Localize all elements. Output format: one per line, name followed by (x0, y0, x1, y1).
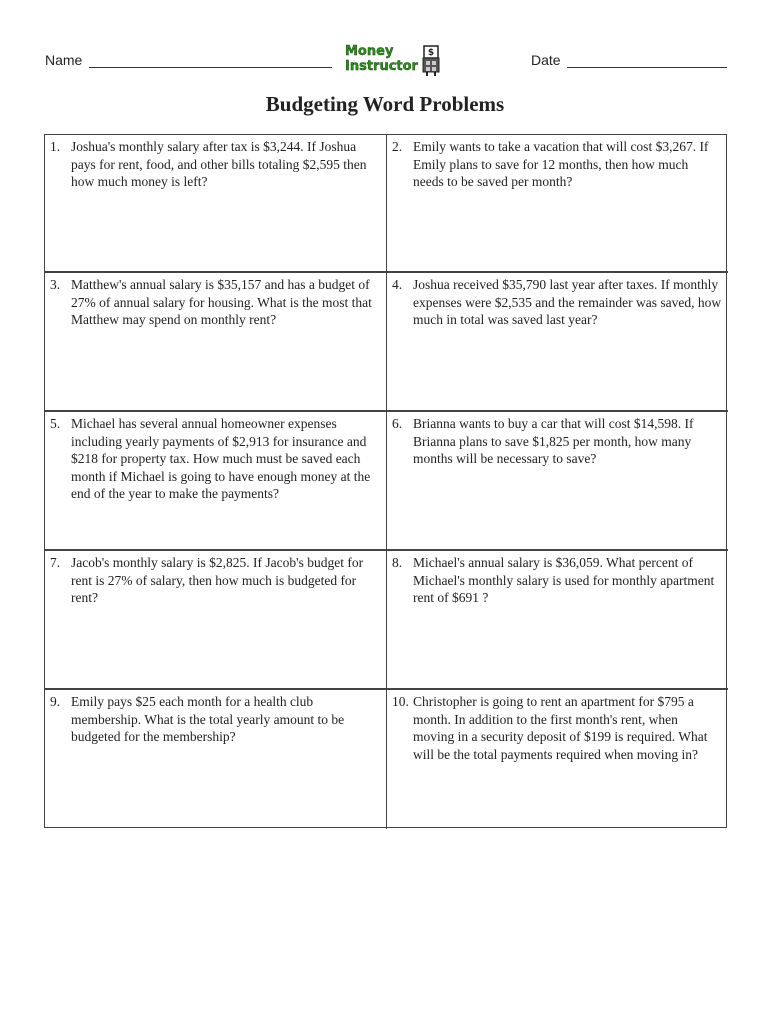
name-field-line[interactable] (89, 67, 332, 68)
money-instructor-logo (345, 44, 445, 80)
problem-cell[interactable] (45, 551, 387, 690)
problem-number: 4. (392, 277, 403, 292)
date-label: Date (531, 52, 561, 68)
svg-text:$: $ (427, 48, 435, 58)
problem (50, 554, 380, 607)
problem-text: Jacob's monthly salary is $2,825. If Jacob's budget for rent is 27% of salary, then how much is budgeted for rent? (71, 555, 364, 606)
problem-number: 5. (50, 416, 61, 431)
problem-number: 2. (392, 139, 403, 154)
problem (50, 693, 380, 746)
problem (50, 138, 380, 191)
problem-number: 7. (50, 555, 61, 570)
logo-line-1: Money (345, 44, 394, 59)
problem-cell[interactable] (45, 412, 387, 551)
problem-number: 6. (392, 416, 403, 431)
problem (392, 138, 722, 191)
logo-text (345, 44, 418, 74)
problem-text: Brianna wants to buy a car that will cost $14,598. If Brianna plans to save $1,825 per month, how many months will be necessary to save? (413, 416, 694, 467)
money-mascot-icon (420, 44, 442, 76)
problem (50, 415, 380, 503)
problem-text: Michael's annual salary is $36,059. What percent of Michael's monthly salary is used for monthly apartment rent of $691 ? (413, 555, 715, 606)
logo-line-2: Instructor (345, 59, 418, 74)
problem-text: Joshua's monthly salary after tax is $3,244. If Joshua pays for rent, food, and other bills totaling $2,595 then how much money is left? (71, 139, 367, 190)
page-title: Budgeting Word Problems (265, 92, 505, 116)
problem-text: Christopher is going to rent an apartment for $795 a month. In addition to the first month's rent, when moving in a security deposit of $199 is required. What will be the total payments required when moving in? (413, 694, 708, 762)
problem-cell[interactable] (387, 135, 728, 273)
problem (392, 693, 722, 763)
problem-cell[interactable] (387, 690, 728, 829)
name-label: Name (45, 52, 83, 68)
problem-text: Joshua received $35,790 last year after taxes. If monthly expenses were $2,535 and the remainder was saved, how much in total was saved last year? (413, 277, 722, 328)
problem-cell[interactable] (45, 273, 387, 412)
problem-number: 10. (392, 694, 409, 709)
problem-text: Matthew's annual salary is $35,157 and has a budget of 27% of annual salary for housing. What is the most that Matthew may spend on monthly rent? (71, 277, 372, 328)
problem-cell[interactable] (45, 135, 387, 273)
problem-text: Emily wants to take a vacation that will cost $3,267. If Emily plans to save for 12 months, then how much needs to be saved per month? (413, 139, 709, 190)
problem (392, 415, 722, 468)
problem-cell[interactable] (387, 412, 728, 551)
problem (50, 276, 380, 329)
worksheet-header (0, 0, 770, 90)
problem-number: 8. (392, 555, 403, 570)
problem-number: 3. (50, 277, 61, 292)
problem-cell[interactable] (45, 690, 387, 829)
problems-grid (44, 134, 727, 828)
problem (392, 554, 722, 607)
problem (392, 276, 722, 329)
problem-text: Michael has several annual homeowner expenses including yearly payments of $2,913 for insurance and $218 for property tax. How much must be saved each month if Michael is going to have enough money at the end of the year to make the payments? (71, 416, 371, 502)
problem-cell[interactable] (387, 551, 728, 690)
date-field-line[interactable] (567, 67, 727, 68)
problem-text: Emily pays $25 each month for a health club membership. What is the total yearly amount to be budgeted for the membership? (71, 694, 345, 745)
problem-number: 9. (50, 694, 61, 709)
problem-number: 1. (50, 139, 61, 154)
problem-cell[interactable] (387, 273, 728, 412)
